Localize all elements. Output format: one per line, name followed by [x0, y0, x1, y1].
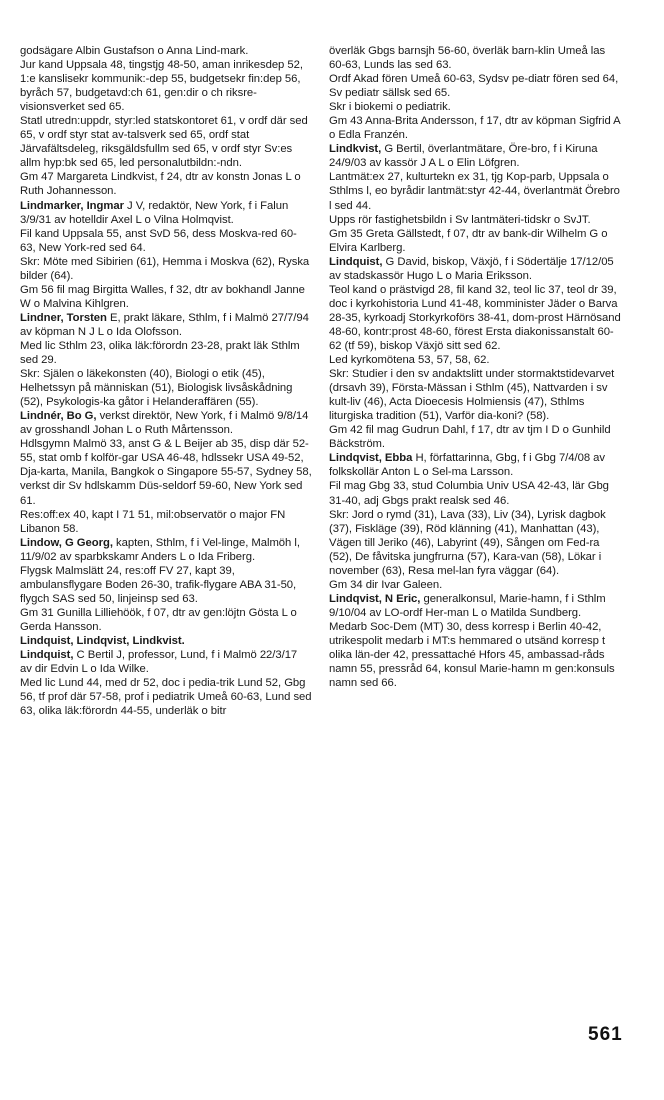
entry-text: Flygsk Malmslätt 24, res:off FV 27, kapt 39, ambulansflygare Boden 26-30, trafik-flygare ABA 31-50, flygch SAS sed 50, linjeinsp sed 63.: [20, 564, 297, 605]
entry-text: Statl utredn:uppdr, styr:led statskontoret 61, v ordf där sed 65, v ordf styr stat av-talsverk sed 65, ordf stat Järvafältsdeleg, riksgäldsfullm sed 65, v ordf styr Sv:es allm hyp:bk sed 65, led personalutbildn:-ndn.: [20, 115, 308, 170]
entry-name: Lindqvist, Ebba: [329, 452, 413, 465]
entry-text: Gm 34 dir Ivar Galeen.: [329, 578, 443, 591]
entry-text: Skr: Själen o läkekonsten (40), Biologi o etik (45), Helhetssyn på människan (51), Biologisk livsåskådning (52), Psykologis-ka gåtor i Helanderaffären (55).: [20, 368, 293, 409]
entry-paragraph: [329, 578, 621, 592]
entry-paragraph: [20, 114, 312, 170]
entry-name: Lindner, Torsten: [20, 311, 107, 324]
entry-paragraph: [20, 367, 312, 409]
entry-heading-paragraph: [20, 409, 312, 437]
entry-heading-paragraph: [329, 142, 621, 170]
entry-text: Skr: Möte med Sibirien (61), Hemma i Moskva (62), Ryska bilder (64).: [20, 255, 310, 282]
entry-paragraph: [20, 170, 312, 198]
entry-text: verkst direktör, New York, f i Malmö 9/8/14 av grosshandl Johan L o Ruth Mårtensson.: [20, 410, 309, 437]
entry-paragraph: [20, 58, 312, 114]
entry-text: Fil mag Gbg 33, stud Columbia Univ USA 42-43, lär Gbg 31-40, adj Gbgs prakt realsk sed 46.: [329, 480, 609, 507]
entry-text: G Bertil, överlantmätare, Öre-bro, f i Kiruna 24/9/03 av kassör J A L o Elin Löfgren.: [329, 143, 598, 170]
entry-text: godsägare Albin Gustafson o Anna Lind-mark.: [20, 45, 249, 57]
entry-paragraph: [329, 44, 621, 72]
entry-text: Gm 35 Greta Gällstedt, f 07, dtr av bank-dir Wilhelm G o Elvira Karlberg.: [329, 227, 608, 254]
entry-heading-paragraph: [329, 255, 621, 283]
entry-heading-paragraph: [20, 634, 312, 648]
entry-paragraph: [329, 170, 621, 212]
entry-paragraph: [20, 564, 312, 606]
entry-heading-paragraph: [329, 451, 621, 479]
entry-text: Hdlsgymn Malmö 33, anst G & L Beijer ab 35, disp där 52-55, stat omb f kolför-gar USA 46-48, hdlssekr USA 49-52, Dja-karta, Manila, Bangkok o Singapore 55-57, Sydney 58, verkst dir Sv hdlskamm Düs-seldorf 59-60, New York sed 61.: [20, 438, 312, 507]
entry-text: Medarb Soc-Dem (MT) 30, dess korresp i Berlin 40-42, utrikespolit medarb i MT:s hemmared o utsänd korresp t olika län-der 42, pressattaché Hfors 45, ambassad-råds namn 55, pressråd 64, konsul Marie-hamn m gen:konsuls namn sed 66.: [329, 620, 615, 690]
entry-name: Lindmarker, Ingmar: [20, 199, 124, 212]
entry-text: Teol kand o prästvigd 28, fil kand 32, teol lic 37, teol dr 39, doc i kyrkohistoria Lund 41-48, komminister Jäder o Barva 28-35, kyrkoadj Storkyrkoförs 38-41, dom-prost Härnösand 48-60, kontr:prost 48-60, förest Ersta diakonissanstalt 60-62 (tf 59), biskop Växjö sitt sed 62.: [329, 283, 621, 352]
entry-text: Jur kand Uppsala 48, tingstjg 48-50, aman inrikesdep 52, 1:e kanslisekr kommunik:-dep 55, budgetsekr fin:dep 56, byråch 57, budgetavd:ch 61, gen:dir o ch riksre-visionsverket sed 65.: [20, 59, 303, 114]
entry-text: kapten, Sthlm, f i Vel-linge, Malmöh l, 11/9/02 av sparbkskamr Anders L o Ida Friberg.: [20, 536, 300, 563]
entry-text: Ordf Akad fören Umeå 60-63, Sydsv pe-diatr fören sed 64, Sv pediatr sällsk sed 65.: [329, 73, 619, 100]
entry-text: överläk Gbgs barnsjh 56-60, överläk barn-klin Umeå las 60-63, Lunds las sed 63.: [329, 45, 606, 72]
entry-text: Skr: Jord o rymd (31), Lava (33), Liv (34), Lyrisk dagbok (37), Fiskläge (39), Röd klänning (41), Manhattan (43), Vägen till Jeriko (46), Labyrint (49), Sången om Fed-ra (52), De fåvitska jungfrurna (57), Kara-van (58), Lökar i november (63), Resa mel-lan fyra väggar (64).: [329, 508, 606, 577]
entry-heading-paragraph: [20, 199, 312, 227]
entry-text: generalkonsul, Marie-hamn, f i Sthlm 9/10/04 av LO-ordf Her-man L o Matilda Sundberg.: [329, 592, 606, 619]
entry-name: Lindnér, Bo G,: [20, 410, 97, 423]
entry-heading-paragraph: [20, 536, 312, 564]
entry-text: Gm 31 Gunilla Lilliehöök, f 07, dtr av gen:löjtn Gösta L o Gerda Hansson.: [20, 606, 297, 633]
entry-paragraph: [329, 227, 621, 255]
entry-paragraph: [329, 353, 621, 367]
entry-name: Lindquist,: [20, 649, 74, 662]
entry-paragraph: [20, 508, 312, 536]
entry-heading-paragraph: [329, 592, 621, 620]
entry-paragraph: [329, 213, 621, 227]
entry-paragraph: [329, 423, 621, 451]
entry-paragraph: [20, 676, 312, 718]
entry-text: Gm 56 fil mag Birgitta Walles, f 32, dtr av bokhandl Janne W o Malvina Kihlgren.: [20, 283, 305, 310]
entry-name: Lindqvist, N Eric,: [329, 592, 421, 605]
entry-text: H, författarinna, Gbg, f i Gbg 7/4/08 av folkskollär Anton L o Sel-ma Larsson.: [329, 452, 605, 479]
entry-paragraph: [20, 339, 312, 367]
left-column: [20, 44, 312, 718]
entry-text: Gm 47 Margareta Lindkvist, f 24, dtr av konstn Jonas L o Ruth Johannesson.: [20, 171, 301, 198]
entry-paragraph: [329, 367, 621, 423]
entry-text: Fil kand Uppsala 55, anst SvD 56, dess Moskva-red 60-63, New York-red sed 64.: [20, 227, 297, 254]
right-column: [329, 44, 621, 690]
entry-paragraph: [329, 479, 621, 507]
entry-paragraph: [20, 44, 312, 58]
entry-text: Med lic Lund 44, med dr 52, doc i pedia-trik Lund 52, Gbg 56, tf prof där 57-58, prof i pediatrik Umeå 60-63, Lund sed 63, olika läk:förordn 44-55, underläk o bitr: [20, 677, 312, 718]
entry-paragraph: [329, 100, 621, 114]
entry-heading-paragraph: [20, 648, 312, 676]
entry-text: G David, biskop, Växjö, f i Södertälje 17/12/05 av stadskassör Hugo L o Maria Eriksson.: [329, 255, 614, 282]
entry-name: Lindquist, Lindqvist, Lindkvist.: [20, 634, 185, 647]
entry-text: Upps rör fastighetsbildn i Sv lantmäteri-tidskr o SvJT.: [329, 213, 591, 226]
entry-text: Res:off:ex 40, kapt I 71 51, mil:observatör o major FN Libanon 58.: [20, 508, 286, 535]
entry-text: Gm 43 Anna-Brita Andersson, f 17, dtr av köpman Sigfrid A o Edla Franzén.: [329, 115, 621, 142]
entry-paragraph: [329, 114, 621, 142]
entry-name: Lindow, G Georg,: [20, 536, 113, 549]
page-number: 561: [588, 1024, 623, 1045]
entry-text: Skr i biokemi o pediatrik.: [329, 101, 451, 114]
entry-paragraph: [20, 606, 312, 634]
entry-paragraph: [329, 72, 621, 100]
entry-paragraph: [329, 620, 621, 690]
entry-text: Lantmät:ex 27, kulturtekn ex 31, tjg Kop-parb, Uppsala o Sthlms l, eo byrådir lantmät:styr 42-44, överlantmät Örebro l sed 44.: [329, 171, 620, 212]
entry-text: J V, redaktör, New York, f i Falun 3/9/31 av hotelldir Axel L o Vilna Holmqvist.: [20, 199, 289, 226]
entry-paragraph: [20, 437, 312, 507]
entry-text: Led kyrkomötena 53, 57, 58, 62.: [329, 354, 490, 367]
entry-paragraph: [329, 283, 621, 353]
entry-paragraph: [20, 283, 312, 311]
entry-paragraph: [20, 255, 312, 283]
entry-paragraph: [329, 508, 621, 578]
entry-heading-paragraph: [20, 311, 312, 339]
entry-text: E, prakt läkare, Sthlm, f i Malmö 27/7/94 av köpman N J L o Ida Olofsson.: [20, 311, 309, 338]
entry-text: Skr: Studier i den sv andaktslitt under stormaktstidevarvet (drsavh 39), Första-Mässan i Sthlm (45), Nattvarden i sv kult-liv (46), Acta Dioecesis Holmiensis (47), Sthlms liturgiska tradition (51), Varför dia-koni? (58).: [329, 368, 615, 423]
entry-text: Med lic Sthlm 23, olika läk:förordn 23-28, prakt läk Sthlm sed 29.: [20, 339, 300, 367]
entry-name: Lindquist,: [329, 255, 383, 268]
entry-name: Lindkvist,: [329, 143, 382, 156]
entry-text: Gm 42 fil mag Gudrun Dahl, f 17, dtr av tjm I D o Gunhild Bäckström.: [329, 424, 611, 451]
entry-text: C Bertil J, professor, Lund, f i Malmö 22/3/17 av dir Edvin L o Ida Wilke.: [20, 649, 298, 676]
entry-paragraph: [20, 227, 312, 255]
